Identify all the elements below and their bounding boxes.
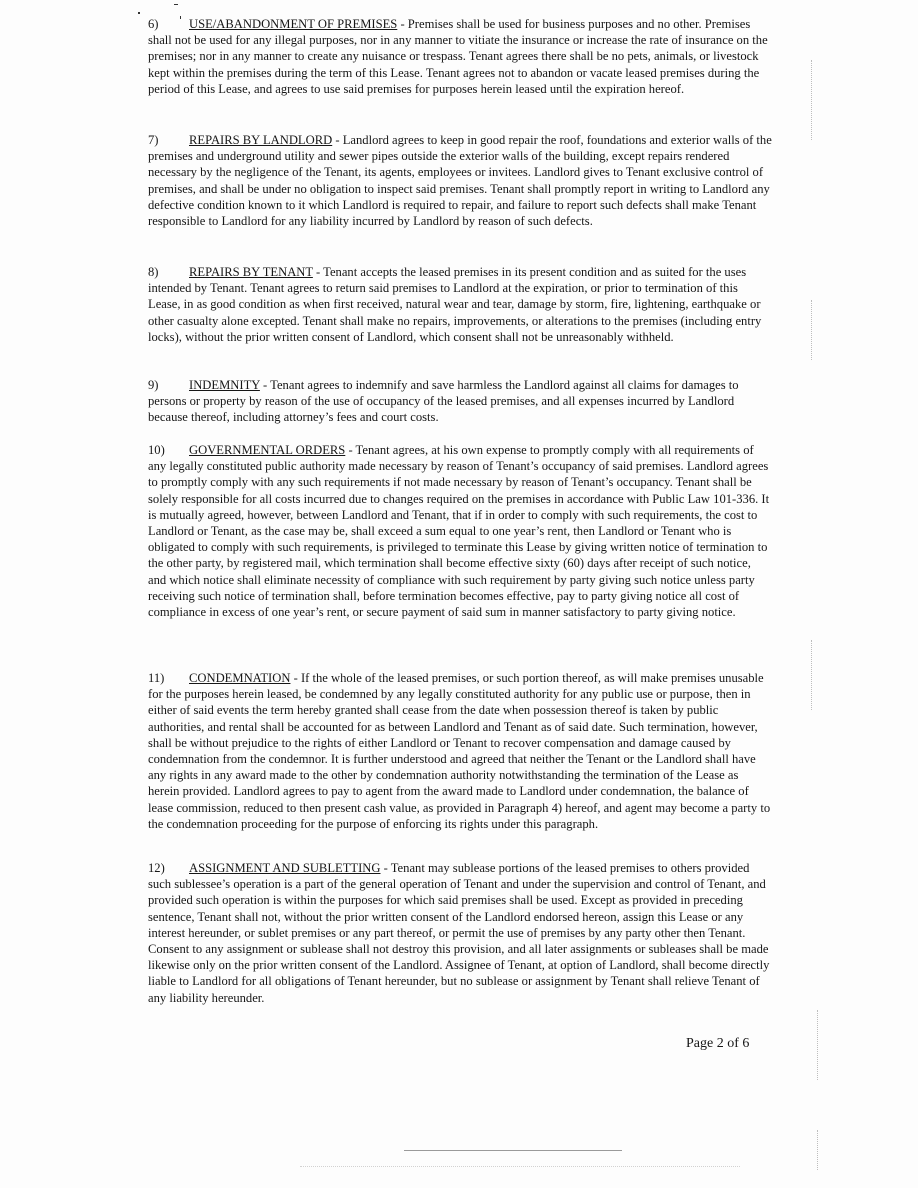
scan-edge-dots xyxy=(811,300,813,360)
section-body: - Tenant agrees, at his own expense to promptly comply with all requirements of any legally constituted public authority made necessary by reason of Tenant’s occupancy of said premises. Landlord agrees to promptly comply with any such requirements if not made necessary by reason of Tenant’s occupancy. Tenant shall be solely responsible for all costs incurred due to changes required on the premises in accordance with Public Law 101-336. It is mutually agreed, however, between Landlord and Tenant, that if in order to comply with such requirements, the cost to Landlord or Tenant, as the case may be, shall exceed a sum equal to one year’s rent, then Landlord or Tenant who is obligated to comply with such requirements, is privileged to terminate this Lease by giving written notice of termination to the other party, by registered mail, which termination shall become effective sixty (60) days after receipt of such notice, and which notice shall eliminate necessity of compliance with such requirement by party giving such notice unless party receiving such notice of termination shall, before termination becomes effective, pay to party giving notice all cost of compliance in excess of one year’s rent, or secure payment of said sum in manner satisfactory to party giving notice. xyxy=(148,443,770,620)
section-7-repairs-by-landlord xyxy=(148,132,772,229)
section-number: 9) xyxy=(148,378,159,392)
section-heading: GOVERNMENTAL ORDERS xyxy=(189,443,346,457)
page-number: Page 2 of 6 xyxy=(686,1036,750,1051)
scan-bottom-faint-line xyxy=(300,1166,740,1167)
section-6-use-abandonment xyxy=(148,16,772,97)
scan-edge-dots xyxy=(811,60,813,140)
section-body: - Tenant accepts the leased premises in its present condition and as suited for the uses intended by Tenant. Tenant agrees to return said premises to Landlord at the expiration, or prior to termination of this Lease, in as good condition as when first received, natural wear and tear, damage by storm, fire, lightening, earthquake or other casualty alone excepted. Tenant shall make no repairs, improvements, or alterations to the premises (including entry locks), without the prior written consent of Landlord, which consent shall not be unreasonably withheld. xyxy=(148,265,762,344)
scan-speck xyxy=(174,4,178,5)
section-9-indemnity xyxy=(148,377,772,426)
section-number: 12) xyxy=(148,861,165,875)
section-heading: REPAIRS BY TENANT xyxy=(189,265,313,279)
section-heading: CONDEMNATION xyxy=(189,671,291,685)
section-body: - Tenant may sublease portions of the leased premises to others provided such sublessee’s operation is a part of the general operation of Tenant and under the supervision and control of Tenant, and provided such operation is within the purposes for which said premises shall be used. Except as provided in preceding sentence, Tenant shall not, without the prior written consent of the Landlord endorsed hereon, assign this Lease or any interest hereunder, or sublet premises or any part thereof, or permit the use of premises by any party other then Tenant. Consent to any assignment or sublease shall not destroy this provision, and all later assignments or subleases shall be made likewise only on the prior written consent of the Landlord. Assignee of Tenant, at option of Landlord, shall become directly liable to Landlord for all obligations of Tenant hereunder, but no sublease or assignment by Tenant shall relieve Tenant of any liability hereunder. xyxy=(148,861,770,1005)
section-number: 8) xyxy=(148,265,159,279)
section-number: 11) xyxy=(148,671,165,685)
section-10-governmental-orders xyxy=(148,442,772,620)
section-body: - Tenant agrees to indemnify and save harmless the Landlord against all claims for damages to persons or property by reason of the use of occupancy of the leased premises, and all expenses incurred by Landlord because thereof, including attorney’s fees and court costs. xyxy=(148,378,739,425)
section-body: - If the whole of the leased premises, or such portion thereof, as will make premises unusable for the purposes herein leased, be condemned by any legally constituted authority for any public use or purpose, then in either of said events the term hereby granted shall cease from the date when possession thereof is taken by public authorities, and rental shall be accounted for as between Landlord and Tenant as of said date. Such termination, however, shall be without prejudice to the rights of either Landlord or Tenant to recover compensation and damage caused by condemnation from the condemnor. It is further understood and agreed that neither the Tenant or the Landlord shall have any rights in any award made to the other by condemnation authority notwithstanding the termination of the Lease as herein provided. Landlord agrees to pay to agent from the award made to Landlord under condemnation, the balance of lease commission, reduced to then present cash value, as provided in Paragraph 4) hereof, and agent may become a party to the condemnation proceeding for the purpose of enforcing its rights under this paragraph. xyxy=(148,671,771,831)
scan-edge-dots xyxy=(817,1010,819,1080)
section-11-condemnation xyxy=(148,670,772,832)
section-body: - Landlord agrees to keep in good repair the roof, foundations and exterior walls of the premises and underground utility and sewer pipes outside the exterior walls of the building, except repairs rendered necessary by the negligence of the Tenant, its agents, employees or invitees. Landlord gives to Tenant exclusive control of premises, and shall be under no obligation to inspect said premises. Tenant shall promptly report in writing to Landlord any defective condition known to it which Landlord is required to repair, and failure to report such defects shall make Tenant responsible to Landlord for any liability incurred by Landlord by reason of such defects. xyxy=(148,133,772,229)
section-number: 6) xyxy=(148,17,159,31)
section-number: 10) xyxy=(148,443,165,457)
section-number: 7) xyxy=(148,133,159,147)
scan-edge-dots xyxy=(811,640,813,710)
scan-bottom-line xyxy=(404,1150,622,1151)
section-heading: ASSIGNMENT AND SUBLETTING xyxy=(189,861,381,875)
section-heading: USE/ABANDONMENT OF PREMISES xyxy=(189,17,398,31)
section-8-repairs-by-tenant xyxy=(148,264,772,345)
section-12-assignment-and-subletting xyxy=(148,860,772,1006)
scan-speck xyxy=(138,12,140,14)
scan-edge-dots xyxy=(817,1130,819,1170)
section-heading: INDEMNITY xyxy=(189,378,260,392)
section-heading: REPAIRS BY LANDLORD xyxy=(189,133,333,147)
section-body: - Premises shall be used for business purposes and no other. Premises shall not be used for any illegal purposes, nor in any manner to vitiate the insurance or increase the rate of insurance on the premises; nor in any manner to create any nuisance or trespass. Tenant agrees there shall be no pets, animals, or livestock kept within the premises during the term of this Lease. Tenant agrees not to abandon or vacate leased premises during the period of this Lease, and agrees to use said premises for purposes herein leased until the expiration hereof. xyxy=(148,17,768,96)
